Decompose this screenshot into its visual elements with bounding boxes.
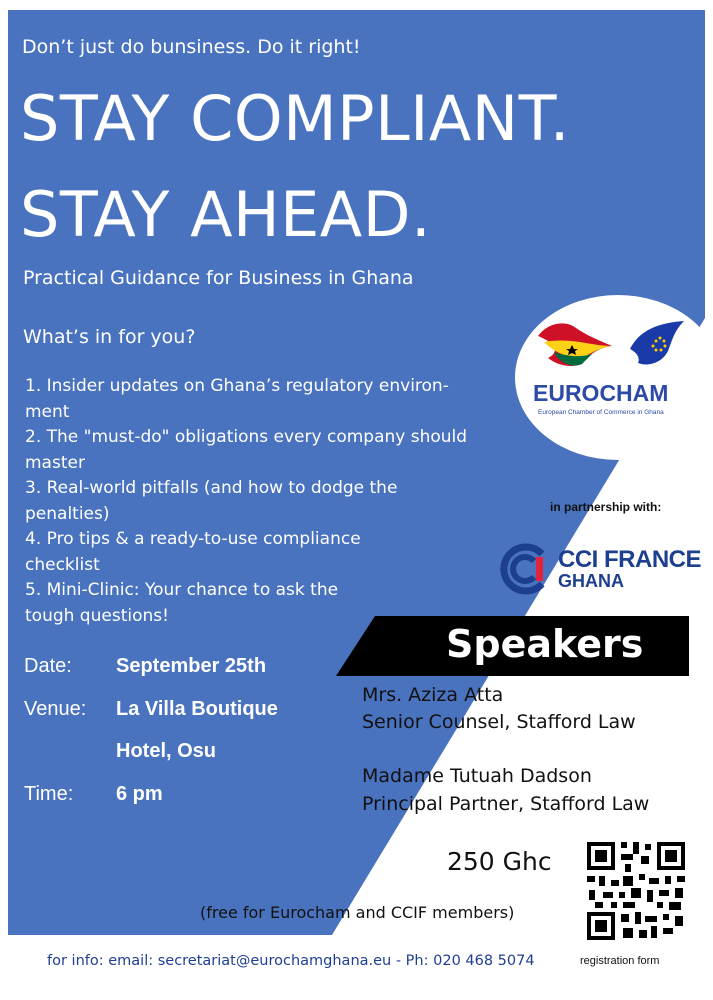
time-value: 6 pm xyxy=(116,783,163,805)
benefits-list xyxy=(25,374,535,629)
benefit-line: 5. Mini-Clinic: Your chance to ask the xyxy=(25,580,339,600)
contact-info: for info: email: secretariat@eurochamghana.eu - Ph: 020 468 5074 xyxy=(47,953,535,969)
date-value: September 25th xyxy=(116,655,267,677)
date-label: Date: xyxy=(24,655,72,677)
partnership-label: in partnership with: xyxy=(550,500,662,514)
venue-value-line-1: La Villa Boutique xyxy=(116,698,278,720)
headline-line-2: STAY AHEAD. xyxy=(20,178,432,251)
time-label: Time: xyxy=(24,783,74,805)
eurocham-name: EUROCHAM xyxy=(533,380,669,406)
benefit-line: ment xyxy=(25,401,70,422)
free-members-note: (free for Eurocham and CCIF members) xyxy=(200,903,515,922)
venue-label: Venue: xyxy=(24,698,87,720)
benefit-line: 4. Pro tips & a ready-to-use compliance xyxy=(25,529,361,549)
benefits-heading: What’s in for you? xyxy=(23,326,196,348)
speaker-role: Principal Partner, Stafford Law xyxy=(362,793,650,815)
cci-france-logo-icon xyxy=(496,540,554,598)
benefit-line: 1. Insider updates on Ghana’s regulatory environ- xyxy=(25,376,449,396)
speaker-name: Madame Tutuah Dadson xyxy=(362,765,592,787)
price: 250 Ghc xyxy=(447,847,552,876)
tagline: Don’t just do bunsiness. Do it right! xyxy=(22,36,361,58)
registration-form-label[interactable]: registration form xyxy=(580,955,660,967)
benefit-line: 3. Real-world pitfalls (and how to dodge the xyxy=(25,478,398,498)
eurocham-full-name: European Chamber of Commerce in Ghana xyxy=(538,409,664,416)
ghana-flag-bird-icon xyxy=(536,318,614,370)
benefit-line: master xyxy=(25,452,85,473)
speaker-role: Senior Counsel, Stafford Law xyxy=(362,711,636,733)
eu-flag-bird-icon xyxy=(628,319,686,367)
speakers-title: Speakers xyxy=(446,622,644,666)
headline-line-1: STAY COMPLIANT. xyxy=(20,82,570,155)
qr-code-icon[interactable] xyxy=(585,840,687,942)
cci-france-name: CCI FRANCE xyxy=(558,546,701,573)
benefit-line: penalties) xyxy=(25,503,110,524)
benefit-line: tough questions! xyxy=(25,605,169,626)
speaker-name: Mrs. Aziza Atta xyxy=(362,684,504,706)
cci-ghana-name: GHANA xyxy=(558,571,624,591)
subtitle: Practical Guidance for Business in Ghana xyxy=(23,267,414,289)
benefit-line: checklist xyxy=(25,554,100,575)
venue-value-line-2: Hotel, Osu xyxy=(116,740,217,762)
benefit-line: 2. The "must-do" obligations every company should xyxy=(25,427,468,447)
